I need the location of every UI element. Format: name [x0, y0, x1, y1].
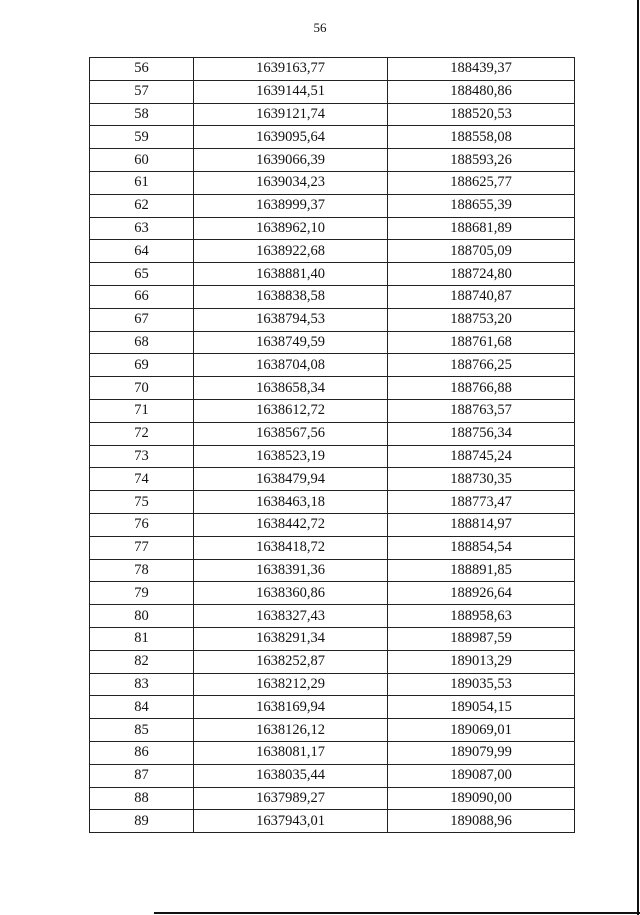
- table-row: [90, 377, 575, 400]
- table-row: [90, 194, 575, 217]
- point-number-cell: 70: [90, 377, 194, 400]
- point-number-cell: 86: [90, 741, 194, 764]
- table-row: [90, 810, 575, 833]
- y-coordinate-cell: 189079,99: [388, 741, 575, 764]
- table-row: [90, 491, 575, 514]
- table-row: [90, 741, 575, 764]
- table-row: [90, 399, 575, 422]
- point-number-cell: 87: [90, 764, 194, 787]
- x-coordinate-cell: 1638391,36: [194, 559, 388, 582]
- point-number-cell: 65: [90, 263, 194, 286]
- x-coordinate-cell: 1638442,72: [194, 513, 388, 536]
- x-coordinate-cell: 1638922,68: [194, 240, 388, 263]
- x-coordinate-cell: 1637989,27: [194, 787, 388, 810]
- table-row: [90, 787, 575, 810]
- x-coordinate-cell: 1638327,43: [194, 605, 388, 628]
- y-coordinate-cell: 189069,01: [388, 719, 575, 742]
- point-number-cell: 59: [90, 126, 194, 149]
- point-number-cell: 81: [90, 627, 194, 650]
- x-coordinate-cell: 1638360,86: [194, 582, 388, 605]
- y-coordinate-cell: 188926,64: [388, 582, 575, 605]
- table-row: [90, 536, 575, 559]
- point-number-cell: 69: [90, 354, 194, 377]
- point-number-cell: 57: [90, 80, 194, 103]
- point-number-cell: 58: [90, 103, 194, 126]
- table-row: [90, 80, 575, 103]
- y-coordinate-cell: 188761,68: [388, 331, 575, 354]
- scan-edge-right: [637, 0, 639, 915]
- point-number-cell: 89: [90, 810, 194, 833]
- x-coordinate-cell: 1638794,53: [194, 308, 388, 331]
- point-number-cell: 74: [90, 468, 194, 491]
- y-coordinate-cell: 189035,53: [388, 673, 575, 696]
- x-coordinate-cell: 1639095,64: [194, 126, 388, 149]
- y-coordinate-cell: 188705,09: [388, 240, 575, 263]
- x-coordinate-cell: 1639163,77: [194, 58, 388, 81]
- y-coordinate-cell: 188740,87: [388, 285, 575, 308]
- table-row: [90, 354, 575, 377]
- y-coordinate-cell: 188730,35: [388, 468, 575, 491]
- table-row: [90, 559, 575, 582]
- table-row: [90, 513, 575, 536]
- table-row: [90, 103, 575, 126]
- table-row: [90, 627, 575, 650]
- table-row: [90, 468, 575, 491]
- y-coordinate-cell: 188593,26: [388, 149, 575, 172]
- point-number-cell: 79: [90, 582, 194, 605]
- table-row: [90, 171, 575, 194]
- y-coordinate-cell: 188745,24: [388, 445, 575, 468]
- y-coordinate-cell: 188724,80: [388, 263, 575, 286]
- y-coordinate-cell: 188558,08: [388, 126, 575, 149]
- table-row: [90, 719, 575, 742]
- table-row: [90, 582, 575, 605]
- point-number-cell: 60: [90, 149, 194, 172]
- table-row: [90, 673, 575, 696]
- table-row: [90, 285, 575, 308]
- point-number-cell: 64: [90, 240, 194, 263]
- table-row: [90, 331, 575, 354]
- y-coordinate-cell: 188891,85: [388, 559, 575, 582]
- y-coordinate-cell: 188520,53: [388, 103, 575, 126]
- page-number: 56: [313, 20, 327, 35]
- point-number-cell: 78: [90, 559, 194, 582]
- y-coordinate-cell: 188763,57: [388, 399, 575, 422]
- x-coordinate-cell: 1638658,34: [194, 377, 388, 400]
- point-number-cell: 66: [90, 285, 194, 308]
- x-coordinate-cell: 1638962,10: [194, 217, 388, 240]
- x-coordinate-cell: 1638291,34: [194, 627, 388, 650]
- y-coordinate-cell: 188766,25: [388, 354, 575, 377]
- x-coordinate-cell: 1639034,23: [194, 171, 388, 194]
- x-coordinate-cell: 1639121,74: [194, 103, 388, 126]
- table-row: [90, 764, 575, 787]
- y-coordinate-cell: 189013,29: [388, 650, 575, 673]
- table-row: [90, 263, 575, 286]
- table-row: [90, 217, 575, 240]
- point-number-cell: 82: [90, 650, 194, 673]
- table-row: [90, 126, 575, 149]
- y-coordinate-cell: 188773,47: [388, 491, 575, 514]
- x-coordinate-cell: 1638479,94: [194, 468, 388, 491]
- point-number-cell: 88: [90, 787, 194, 810]
- x-coordinate-cell: 1638081,17: [194, 741, 388, 764]
- y-coordinate-cell: 189087,00: [388, 764, 575, 787]
- point-number-cell: 84: [90, 696, 194, 719]
- y-coordinate-cell: 189054,15: [388, 696, 575, 719]
- y-coordinate-cell: 188439,37: [388, 58, 575, 81]
- table-row: [90, 58, 575, 81]
- point-number-cell: 73: [90, 445, 194, 468]
- x-coordinate-cell: 1638126,12: [194, 719, 388, 742]
- y-coordinate-cell: 189088,96: [388, 810, 575, 833]
- table-row: [90, 422, 575, 445]
- y-coordinate-cell: 188753,20: [388, 308, 575, 331]
- table-row: [90, 605, 575, 628]
- point-number-cell: 85: [90, 719, 194, 742]
- coordinates-table: [89, 57, 575, 833]
- x-coordinate-cell: 1638169,94: [194, 696, 388, 719]
- y-coordinate-cell: 188625,77: [388, 171, 575, 194]
- scan-edge-bottom: [154, 912, 640, 914]
- point-number-cell: 63: [90, 217, 194, 240]
- point-number-cell: 61: [90, 171, 194, 194]
- x-coordinate-cell: 1638035,44: [194, 764, 388, 787]
- table-row: [90, 445, 575, 468]
- point-number-cell: 76: [90, 513, 194, 536]
- x-coordinate-cell: 1638463,18: [194, 491, 388, 514]
- x-coordinate-cell: 1638838,58: [194, 285, 388, 308]
- point-number-cell: 72: [90, 422, 194, 445]
- y-coordinate-cell: 188958,63: [388, 605, 575, 628]
- point-number-cell: 68: [90, 331, 194, 354]
- x-coordinate-cell: 1638523,19: [194, 445, 388, 468]
- point-number-cell: 80: [90, 605, 194, 628]
- x-coordinate-cell: 1639144,51: [194, 80, 388, 103]
- x-coordinate-cell: 1638418,72: [194, 536, 388, 559]
- point-number-cell: 83: [90, 673, 194, 696]
- y-coordinate-cell: 189090,00: [388, 787, 575, 810]
- table-row: [90, 696, 575, 719]
- y-coordinate-cell: 188480,86: [388, 80, 575, 103]
- x-coordinate-cell: 1638881,40: [194, 263, 388, 286]
- point-number-cell: 67: [90, 308, 194, 331]
- point-number-cell: 71: [90, 399, 194, 422]
- point-number-cell: 62: [90, 194, 194, 217]
- x-coordinate-cell: 1637943,01: [194, 810, 388, 833]
- x-coordinate-cell: 1638567,56: [194, 422, 388, 445]
- x-coordinate-cell: 1638212,29: [194, 673, 388, 696]
- point-number-cell: 56: [90, 58, 194, 81]
- x-coordinate-cell: 1638749,59: [194, 331, 388, 354]
- y-coordinate-cell: 188987,59: [388, 627, 575, 650]
- x-coordinate-cell: 1638999,37: [194, 194, 388, 217]
- table-row: [90, 308, 575, 331]
- x-coordinate-cell: 1638252,87: [194, 650, 388, 673]
- point-number-cell: 77: [90, 536, 194, 559]
- x-coordinate-cell: 1638612,72: [194, 399, 388, 422]
- y-coordinate-cell: 188681,89: [388, 217, 575, 240]
- table-row: [90, 240, 575, 263]
- table-row: [90, 149, 575, 172]
- x-coordinate-cell: 1639066,39: [194, 149, 388, 172]
- y-coordinate-cell: 188756,34: [388, 422, 575, 445]
- point-number-cell: 75: [90, 491, 194, 514]
- table-body: [90, 58, 575, 833]
- y-coordinate-cell: 188854,54: [388, 536, 575, 559]
- table-row: [90, 650, 575, 673]
- y-coordinate-cell: 188814,97: [388, 513, 575, 536]
- y-coordinate-cell: 188655,39: [388, 194, 575, 217]
- y-coordinate-cell: 188766,88: [388, 377, 575, 400]
- x-coordinate-cell: 1638704,08: [194, 354, 388, 377]
